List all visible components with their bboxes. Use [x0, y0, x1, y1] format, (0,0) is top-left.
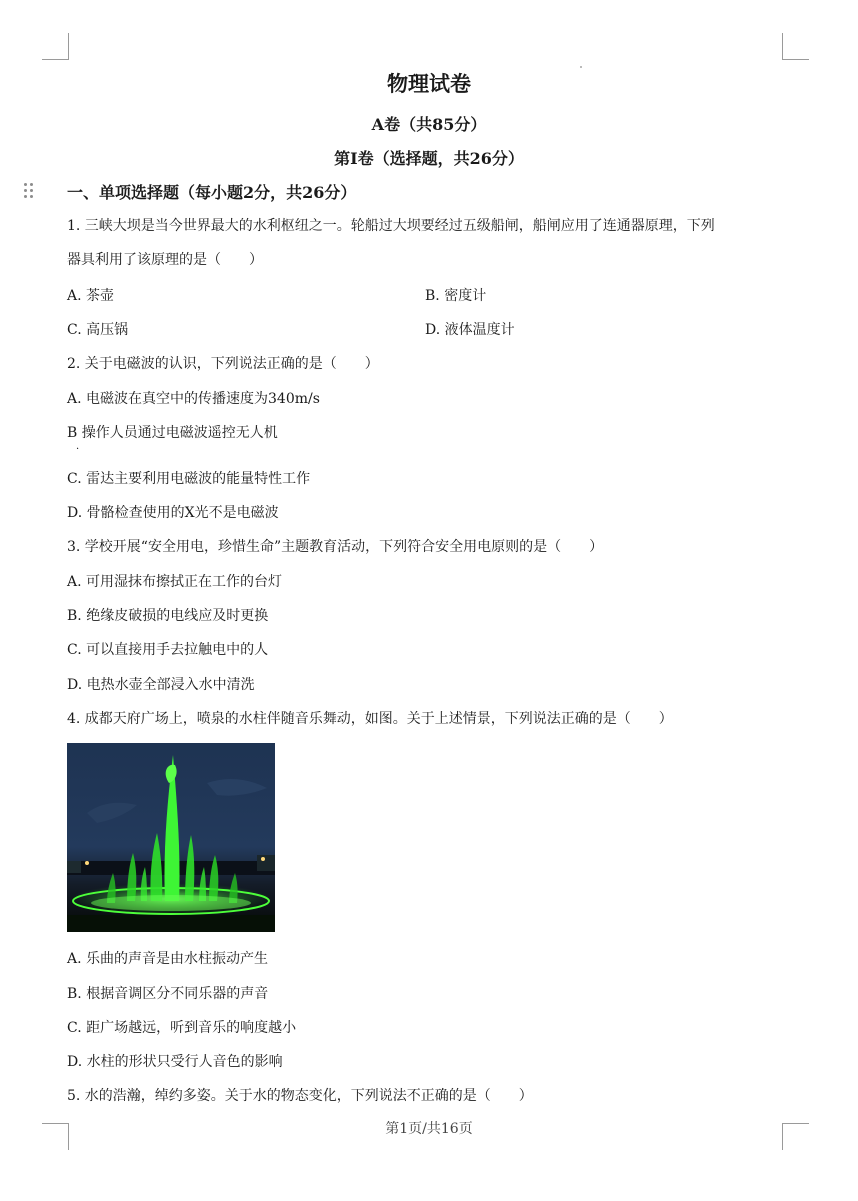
question-2-option-d: D. 骨骼检查使用的X光不是电磁波: [67, 505, 279, 521]
question-2-stem: 2. 关于电磁波的认识，下列说法正确的是（ ）: [67, 356, 379, 372]
part-one-title: 第Ⅰ卷（选择题，共26分）: [334, 149, 524, 168]
page-number: 第1页/共16页: [385, 1121, 473, 1137]
drag-handle-icon[interactable]: [24, 183, 34, 199]
question-1-option-a: A. 茶壶: [67, 288, 115, 304]
section-heading: 一、单项选择题（每小题2分，共26分）: [67, 183, 357, 202]
page-title: 物理试卷: [387, 71, 471, 96]
question-2-option-a: A. 电磁波在真空中的传播速度为340m/s: [67, 391, 320, 407]
question-4-option-d: D. 水柱的形状只受行人音色的影响: [67, 1054, 283, 1070]
question-1-option-c: C. 高压锅: [67, 322, 129, 338]
question-1-option-b: B. 密度计: [425, 288, 487, 304]
question-4-option-b: B. 根据音调区分不同乐器的声音: [67, 986, 269, 1002]
stray-period-mark: ·: [76, 444, 80, 455]
question-2-option-b: B 操作人员通过电磁波遥控无人机: [67, 425, 278, 441]
question-1-option-d: D. 液体温度计: [425, 322, 515, 338]
question-5-stem: 5. 水的浩瀚，绰约多姿。关于水的物态变化，下列说法不正确的是（ ）: [67, 1088, 533, 1104]
question-4-option-c: C. 距广场越远，听到音乐的响度越小: [67, 1020, 297, 1036]
question-1-stem-line-1: 1. 三峡大坝是当今世界最大的水利枢纽之一。轮船过大坝要经过五级船闸，船闸应用了连通器原理，下列: [67, 218, 715, 234]
crop-mark-top-left: [42, 33, 69, 60]
question-3-stem: 3. 学校开展“安全用电，珍惜生命”主题教育活动，下列符合安全用电原则的是（ ）: [67, 539, 604, 555]
question-1-stem-line-2: 器具利用了该原理的是（ ）: [67, 252, 263, 268]
question-3-option-c: C. 可以直接用手去拉触电中的人: [67, 642, 269, 658]
section-a-title: A卷（共85分）: [371, 115, 487, 134]
question-3-option-d: D. 电热水壶全部浸入水中清洗: [67, 677, 255, 693]
question-4-stem: 4. 成都天府广场上，喷泉的水柱伴随音乐舞动，如图。关于上述情景，下列说法正确的是（ ）: [67, 711, 673, 727]
fountain-photo: [67, 743, 275, 932]
crop-mark-top-right: [782, 33, 809, 60]
question-4-option-a: A. 乐曲的声音是由水柱振动产生: [67, 951, 269, 967]
question-3-option-b: B. 绝缘皮破损的电线应及时更换: [67, 608, 269, 624]
question-3-option-a: A. 可用湿抹布擦拭正在工作的台灯: [67, 574, 283, 590]
question-2-option-c: C. 雷达主要利用电磁波的能量特性工作: [67, 471, 311, 487]
